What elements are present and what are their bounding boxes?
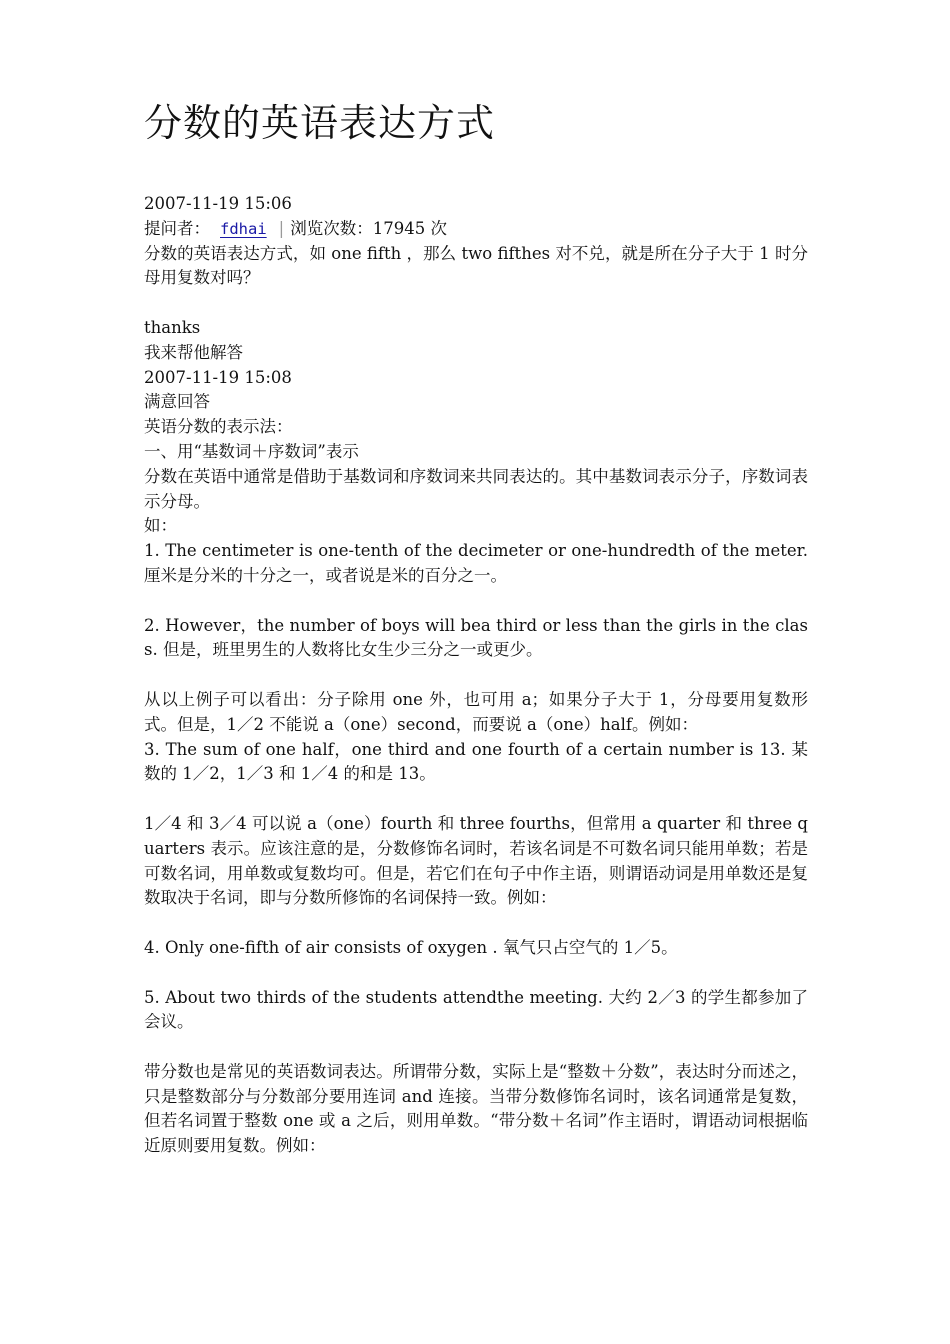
- answer-block: [144, 341, 808, 1159]
- answer-paragraph: 5. About two thirds of the students attendthe meeting. 大约 2／3 的学生都参加了会议。: [144, 987, 808, 1032]
- question-thanks: thanks: [144, 317, 201, 337]
- question-meta: [144, 217, 808, 242]
- question-datetime: 2007-11-19 15:06: [144, 194, 292, 213]
- asker-label: 提问者：: [144, 218, 210, 238]
- answer-datetime: 2007-11-19 15:08: [144, 367, 292, 387]
- paragraph-spacer: [144, 961, 808, 986]
- answer-heading: 英语分数的表示法：: [144, 417, 293, 437]
- answer-paragraph: 1／4 和 3／4 可以说 a（one）fourth 和 three fourths，但常用 a quarter 和 three quarters 表示。应该注意的是，分数修饰名词时，若该名词是不可数名词只能用单数；若是可数名词，用单数或复数均可。但是，若它们在句子中作主语，则谓语动词是用单数还是复数取决于名词，即与分数所修饰的名词保持一致。例如：: [144, 813, 808, 908]
- answer-paragraph: 带分数也是常见的英语数词表达。所谓带分数，实际上是“整数＋分数”，表达时分而述之，只是整数部分与分数部分要用连词 and 连接。当带分数修饰名词时，该名词通常是复数，但若名词置于整数 one 或 a 之后，则用单数。“带分数＋名词”作主语时，谓语动词根据临近原则要用复数。例如：: [144, 1061, 808, 1156]
- answer-paragraph: 2. However，the number of boys will bea third or less than the girls in the class. 但是，班里男生的人数将比女生少三分之一或更少。: [144, 615, 808, 660]
- answer-paragraph: 1. The centimeter is one-tenth of the decimeter or one-hundredth of the meter. 厘米是分米的十分之一，或者说是米的百分之一。: [144, 541, 808, 585]
- answer-subheading: 一、用“基数词＋序数词”表示: [144, 441, 359, 461]
- paragraph-spacer: [144, 1035, 808, 1060]
- paragraph-spacer: [144, 663, 808, 688]
- answer-body: [144, 465, 808, 1159]
- answer-paragraph: 从以上例子可以看出：分子除用 one 外，也可用 a；如果分子大于 1，分母要用复数形式。但是，1／2 不能说 a（one）second，而要说 a（one）half。例如：: [144, 689, 808, 734]
- paragraph-spacer: [144, 787, 808, 812]
- spacer: [144, 291, 808, 316]
- asker-link[interactable]: fdhai: [220, 219, 267, 238]
- question-block: [144, 192, 808, 341]
- page-title: 分数的英语表达方式: [144, 101, 496, 145]
- answer-paragraph: 3. The sum of one half，one third and one fourth of a certain number is 13. 某数的 1／2，1／3 和 1／4 的和是 13。: [144, 739, 808, 784]
- paragraph-spacer: [144, 589, 808, 614]
- document-page: [144, 100, 808, 1159]
- answer-paragraph: 4. Only one-fifth of air consists of oxygen . 氧气只占空气的 1／5。: [144, 937, 678, 957]
- answer-paragraph: 分数在英语中通常是借助于基数词和序数词来共同表达的。其中基数词表示分子，序数词表示分母。: [144, 466, 808, 511]
- views-count: 浏览次数：17945 次: [290, 218, 447, 238]
- answer-status: 满意回答: [144, 392, 210, 412]
- meta-separator: |: [278, 218, 285, 238]
- answer-help-link[interactable]: 我来帮他解答: [144, 342, 243, 362]
- question-text: 分数的英语表达方式，如 one fifth ，那么 two fifthes 对不兑，就是所在分子大于 1 时分母用复数对吗？: [144, 243, 808, 288]
- answer-paragraph: 如：: [144, 516, 177, 536]
- paragraph-spacer: [144, 911, 808, 936]
